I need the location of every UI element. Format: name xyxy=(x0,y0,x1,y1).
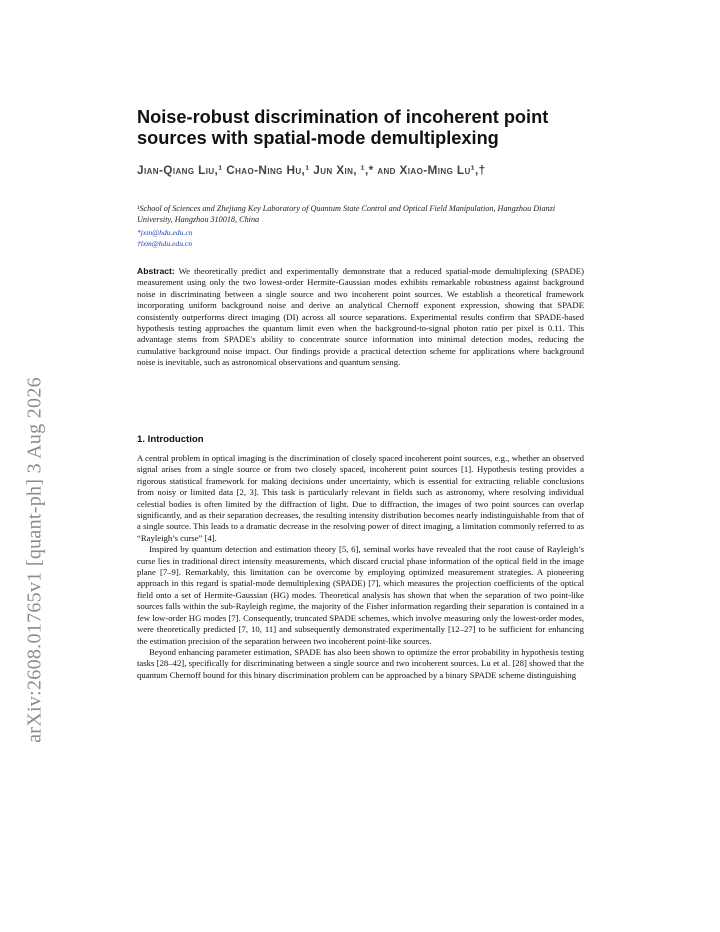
email-link-1[interactable]: *jxin@hdu.edu.cn xyxy=(137,228,193,237)
section-heading: 1. Introduction xyxy=(137,434,204,445)
paragraph-3: Beyond enhancing parameter estimation, SPADE has also been shown to optimize the error probability in hypothesis testing tasks [28–42], specifically for discriminating between a single source and two incoherent sources. Lu et al. [28] showed that the quantum Chernoff bound for this binary discrimination problem can be approached by a binary SPADE scheme distinguishing xyxy=(137,646,584,680)
paragraph-2: Inspired by quantum detection and estimation theory [5, 6], seminal works have revealed that the root cause of Rayleigh’s curse lies in traditional direct intensity measurements, which discard crucial phase information of the optical field in the image plane [7–9]. Remarkably, this limitation can be overcome by employing optimized measurement strategies. A pioneering approach in this regard is spatial-mode demultiplexing (SPADE) [7], which measures the projection coefficients of the optical field onto a set of Hermite-Gaussian (HG) modes. Theoretical analysis has shown that when the separation of two point-like sources falls within the sub-Rayleigh regime, the majority of the Fisher information regarding their separation is contained in a few low-order HG modes [7]. Consequently, truncated SPADE schemes, which involve measuring only the lowest-order modes, were theoretically predicted [7, 10, 11] and subsequently demonstrated experimentally [12–27] to be sufficient for enhancing the estimation precision of the separation between two incoherent point-like sources. xyxy=(137,544,584,646)
paper-title: Noise-robust discrimination of incoherent point sources with spatial-mode demultiplexing xyxy=(137,107,549,148)
abstract-text: We theoretically predict and experimentally demonstrate that a reduced spatial-mode demultiplexing (SPADE) measurement using only the two lowest-order Hermite-Gaussian modes exhibits remarkable robustness against background noise in discriminating between a single source and two incoherent point sources. We establish a theoretical framework incorporating uniform background noise and derive an analytical Chernoff exponent expression, showing that SPADE consistently outperforms direct imaging (DI) across all source separations. Experimental results confirm that SPADE-based hypothesis testing approaches the quantum limit even when the background-to-signal photon ratio per pixel is 0.11. This advantage stems from SPADE's ability to concentrate source information into minimal detection modes, reducing the cumulative background noise impact. Our findings provide a practical detection scheme for applications where background noise is inevitable, such as astronomical observations and quantum sensing. xyxy=(137,266,584,368)
paragraph-1: A central problem in optical imaging is the discrimination of closely spaced incoherent point sources, e.g., whether an observed signal arises from a single source or from two closely spaced, incoherent point sources [1]. Hypothesis testing provides a rigorous statistical framework for making decisions under uncertainty, which is essential for extracting reliable conclusions from noisy or limited data [2, 3]. This task is particularly relevant in fields such as astronomy, where resolving individual celestial bodies is often limited by the diffraction of light. Due to diffraction, the images of two point sources can overlap significantly, and as their separation decreases, the resulting intensity distribution becomes nearly indistinguishable from that of a single source. This leads to a dramatic decrease in the resolving power of direct imaging, a limitation commonly referred to as “Rayleigh’s curse” [4]. xyxy=(137,453,584,543)
author-list: Jian-Qiang Liu,¹ Chao-Ning Hu,¹ Jun Xin, ¹,* and Xiao-Ming Lu¹,† xyxy=(137,163,486,177)
email-link-2[interactable]: †lxm@hdu.edu.cn xyxy=(137,239,193,248)
abstract-label: Abstract: xyxy=(137,266,175,276)
affiliation: ¹School of Sciences and Zhejiang Key Laboratory of Quantum State Control and Optical Field Manipulation, Hangzhou Dianzi University, Hangzhou 310018, China xyxy=(137,204,556,224)
abstract xyxy=(137,266,584,369)
body-text xyxy=(137,453,584,681)
arxiv-sidebar-stamp xyxy=(20,330,50,790)
arxiv-id: arXiv:2608.01765v1 [quant-ph] 3 Aug 2026 xyxy=(23,377,46,743)
